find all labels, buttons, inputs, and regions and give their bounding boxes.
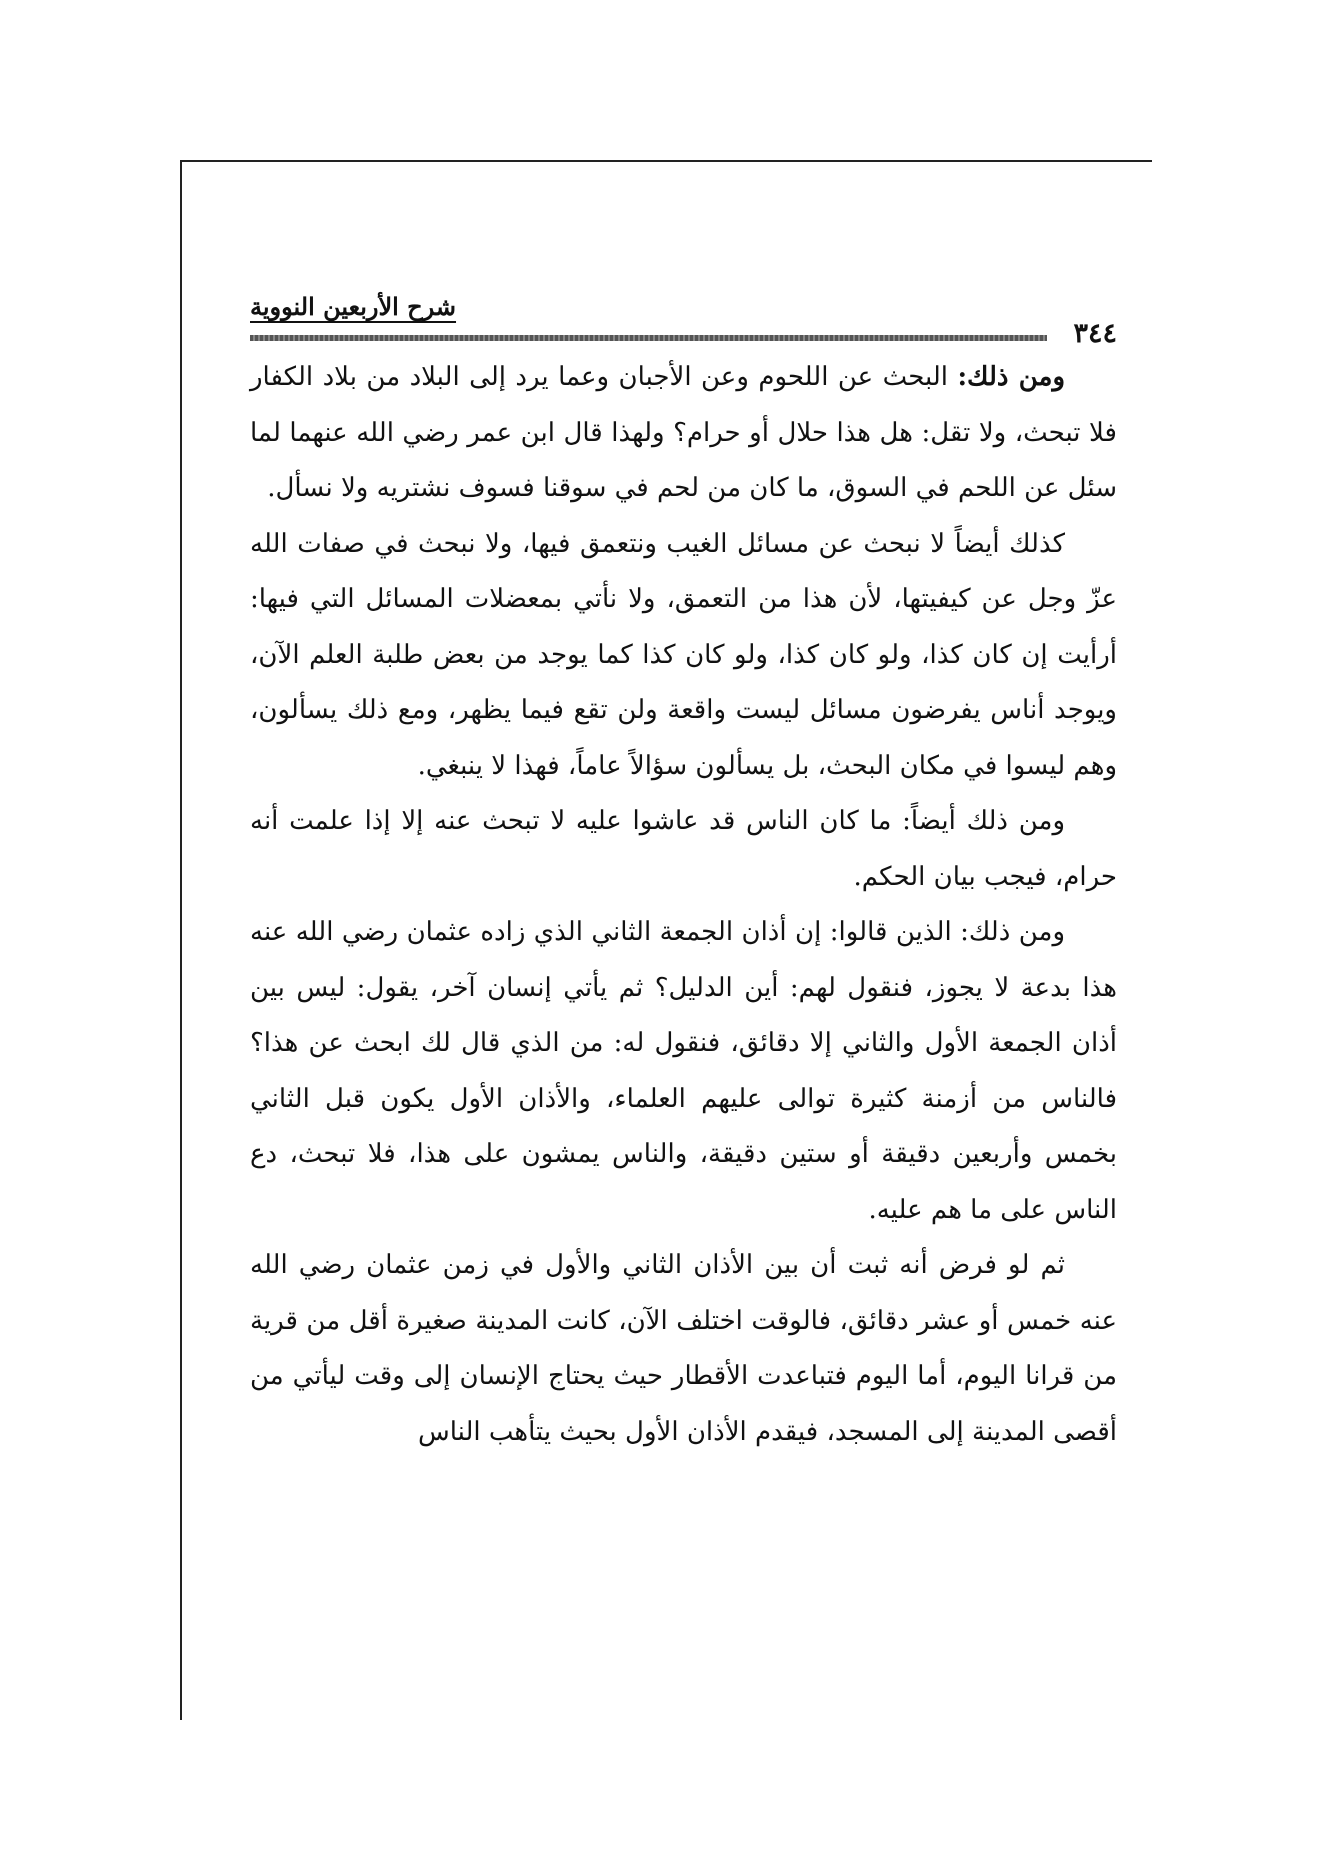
header-rule <box>250 335 1047 341</box>
paragraph-text: ومن ذلك أيضاً: ما كان الناس قد عاشوا عليه لا تبحث عنه إلا إذا علمت أنه حرام، فيجب بيان الحكم. <box>250 806 1117 892</box>
paragraph-1 <box>250 350 1117 517</box>
page-number: ٣٤٤ <box>1073 318 1117 349</box>
body-text <box>250 350 1117 1460</box>
paragraph-text: ومن ذلك: الذين قالوا: إن أذان الجمعة الثاني الذي زاده عثمان رضي الله عنه هذا بدعة لا يجوز، فنقول لهم: أين الدليل؟ ثم يأتي إنسان آخر، يقول: ليس بين أذان الجمعة الأول والثاني إلا دقائق، فنقول له: من الذي قال لك ابحث عن هذا؟ فالناس من أزمنة كثيرة توالى عليهم العلماء، والأذان الأول يكون قبل الثاني بخمس وأربعين دقيقة أو ستين دقيقة، والناس يمشون على هذا، فلا تبحث، دع الناس على ما هم عليه. <box>250 917 1117 1225</box>
paragraph-3 <box>250 794 1117 905</box>
book-page <box>250 290 1117 1460</box>
running-title: شرح الأربعين النووية <box>250 292 457 321</box>
paragraph-text: ثم لو فرض أنه ثبت أن بين الأذان الثاني والأول في زمن عثمان رضي الله عنه خمس أو عشر دقائق، فالوقت اختلف الآن، كانت المدينة صغيرة أقل من قرية من قرانا اليوم، أما اليوم فتباعدت الأقطار حيث يحتاج الإنسان إلى وقت ليأتي من أقصى المدينة إلى المسجد، فيقدم الأذان الأول بحيث يتأهب الناس <box>250 1250 1117 1447</box>
paragraph-lead: ومن ذلك: <box>957 362 1065 392</box>
page-frame-top-rule <box>180 160 1152 162</box>
page-frame-left-rule <box>180 160 182 1720</box>
paragraph-text: البحث عن اللحوم وعن الأجبان وعما يرد إلى البلاد من بلاد الكفار فلا تبحث، ولا تقل: هل هذا حلال أو حرام؟ ولهذا قال ابن عمر رضي الله عنهما لما سئل عن اللحم في السوق، ما كان من لحم في سوقنا فسوف نشتريه ولا نسأل. <box>250 362 1117 503</box>
paragraph-5 <box>250 1238 1117 1460</box>
paragraph-2 <box>250 517 1117 795</box>
page-header <box>250 290 1117 350</box>
paragraph-4 <box>250 905 1117 1238</box>
paragraph-text: كذلك أيضاً لا نبحث عن مسائل الغيب ونتعمق فيها، ولا نبحث في صفات الله عزّ وجل عن كيفيتها، لأن هذا من التعمق، ولا نأتي بمعضلات المسائل التي فيها: أرأيت إن كان كذا، ولو كان كذا، ولو كان كذا كما يوجد من بعض طلبة العلم الآن، ويوجد أناس يفرضون مسائل ليست واقعة ولن تقع فيما يظهر، ومع ذلك يسألون، وهم ليسوا في مكان البحث، بل يسألون سؤالاً عاماً، فهذا لا ينبغي. <box>250 528 1117 781</box>
